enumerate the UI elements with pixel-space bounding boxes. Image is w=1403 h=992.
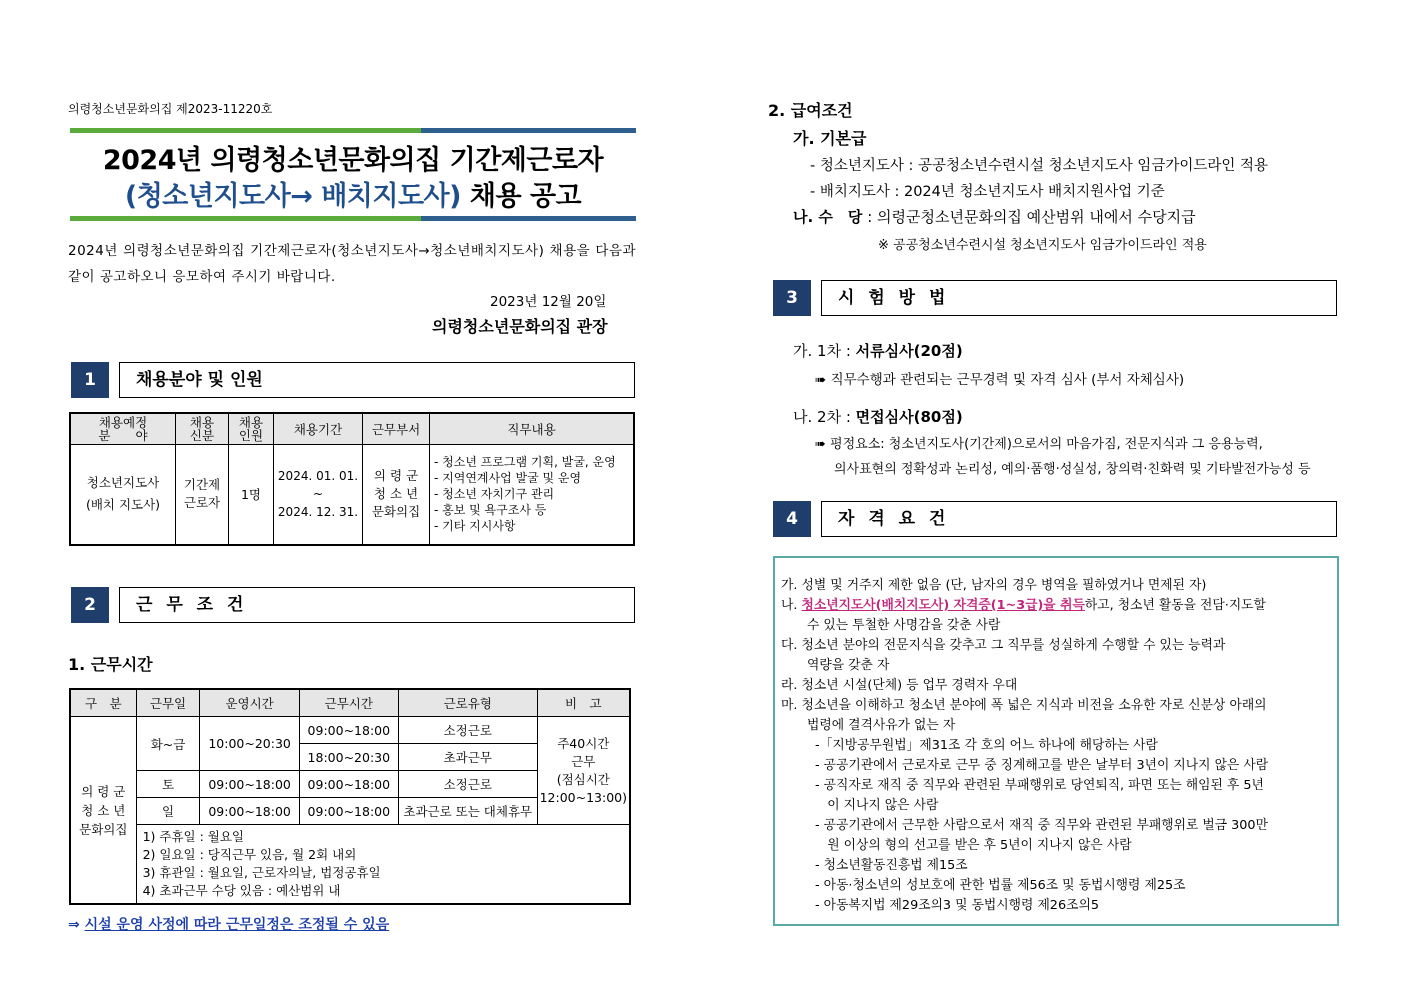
basic-pay-title: 가. 기본급 — [793, 129, 867, 148]
dept-cell: 의 령 군 청 소 년 문화의집 — [363, 445, 430, 545]
work-type-cell: 초과근무 — [398, 744, 537, 771]
section-number: 2 — [71, 587, 109, 623]
duty-item: - 기타 지시사항 — [434, 519, 516, 534]
law-item: - 공공기관에서 근무한 사람으로서 재직 중 직무와 관련된 부패행위로 벌금 300만 — [815, 818, 1268, 833]
place-cell: 의 령 군 청 소 년 문화의집 — [70, 717, 136, 905]
day-cell: 화~금 — [136, 717, 200, 771]
count-cell: 1명 — [229, 445, 274, 545]
page-title-line2 — [70, 174, 636, 213]
work-type-cell: 소정근로 — [398, 771, 537, 798]
work-hours-table — [69, 688, 631, 905]
allowance-text: : 의령군청소년문화의집 예산범위 내에서 수당지급 — [867, 208, 1196, 226]
exam-first-label: 가. 1차 : — [793, 342, 856, 360]
section-title: 자 격 요 건 — [821, 501, 1337, 537]
op-hours-cell: 09:00~18:00 — [200, 798, 299, 825]
section-1-header — [71, 362, 635, 398]
table-header: 비 고 — [537, 689, 630, 717]
allowance-row — [793, 206, 1196, 227]
basic-pay-item: - 청소년지도사 : 공공청소년수련시설 청소년지도사 임금가이드라인 적용 — [810, 158, 1268, 174]
law-item: - 공직자로 재직 중 직무와 관련된 부패행위로 당연퇴직, 파면 또는 해임된 후 5년 — [815, 778, 1264, 793]
schedule-footnote — [68, 914, 389, 934]
law-item: - 아동복지법 제29조의3 및 동법시행령 제26조의5 — [815, 898, 1099, 913]
qual-item-cont: 수 있는 투철한 사명감을 갖춘 사람 — [807, 618, 1001, 633]
exam-first-title: 서류심사(20점) — [855, 342, 963, 360]
table-header: 채용 인원 — [229, 413, 274, 445]
table-header: 채용예정 분 야 — [70, 413, 176, 445]
duty-item: - 청소년 프로그램 기획, 발굴, 운영 — [434, 455, 616, 470]
signer: 의령청소년문화의집 관장 — [432, 317, 608, 336]
exam-first-row — [793, 340, 963, 361]
duty-item: - 홍보 및 욕구조사 등 — [434, 503, 547, 518]
section-3-header — [773, 280, 1337, 316]
exam-second-desc: 의사표현의 정확성과 논리성, 예의·품행·성실성, 창의력·친화력 및 기타발전가능성 등 — [834, 462, 1311, 477]
title-top-bar — [70, 128, 636, 133]
qual-prefix: 나. — [781, 598, 802, 613]
table-header: 근무부서 — [363, 413, 430, 445]
qual-highlight: 청소년지도사(배치지도사) 자격증(1~3급)을 취득 — [801, 598, 1085, 613]
work-hours-cell: 18:00~20:30 — [299, 744, 398, 771]
work-hours-title: 1. 근무시간 — [68, 655, 153, 674]
exam-second-desc: ➠ 평정요소: 청소년지도사(기간제)으로서의 마음가짐, 전문지식과 그 응용능력, — [815, 437, 1263, 452]
op-hours-cell: 10:00~20:30 — [200, 717, 299, 771]
table-header: 근무일 — [136, 689, 200, 717]
qual-item — [781, 594, 1266, 613]
section-number: 4 — [773, 501, 811, 537]
qualifications-box — [773, 556, 1339, 926]
law-item: - 아동·청소년의 성보호에 관한 법률 제56조 및 동법시행령 제25조 — [815, 878, 1186, 893]
table-header: 근무시간 — [299, 689, 398, 717]
work-hours-cell: 09:00~18:00 — [299, 771, 398, 798]
law-item: 이 지나지 않은 사람 — [815, 798, 939, 813]
work-hours-cell: 09:00~18:00 — [299, 798, 398, 825]
qual-suffix: 하고, 청소년 활동을 전담·지도할 — [1084, 598, 1266, 613]
qual-item-cont: 법령에 결격사유가 없는 자 — [807, 718, 956, 733]
qual-item-cont: 역량을 갖춘 자 — [807, 658, 890, 673]
table-header: 구 분 — [70, 689, 136, 717]
op-hours-cell: 09:00~18:00 — [200, 771, 299, 798]
table-header: 직무내용 — [430, 413, 635, 445]
recruitment-table — [69, 412, 635, 546]
table-header: 채용 신분 — [176, 413, 229, 445]
title-suffix-text: 채용 공고 — [460, 181, 582, 212]
announcement-date: 2023년 12월 20일 — [490, 294, 607, 310]
exam-first-desc: ➠ 직무수행과 관련되는 근무경력 및 자격 심사 (부서 자체심사) — [815, 372, 1185, 388]
document-number: 의령청소년문화의집 제2023-11220호 — [68, 102, 273, 116]
work-type-cell: 초과근로 또는 대체휴무 — [398, 798, 537, 825]
allowance-note: ※ 공공청소년수련시설 청소년지도사 임금가이드라인 적용 — [878, 238, 1207, 253]
duties-cell — [430, 445, 635, 545]
exam-second-title: 면접심사(80점) — [855, 408, 963, 426]
note-item: 1) 주휴일 : 월요일 — [142, 829, 244, 844]
day-cell: 토 — [136, 771, 200, 798]
duty-item: - 지역연계사업 발굴 및 운영 — [434, 471, 582, 486]
section-2-header — [71, 587, 635, 623]
period-cell: 2024. 01. 01. ~ 2024. 12. 31. — [274, 445, 363, 545]
law-item: -「지방공무원법」제31조 각 호의 어느 하나에 해당하는 사람 — [815, 738, 1158, 753]
footnote-text: 시설 운영 사정에 따라 근무일정은 조정될 수 있음 — [84, 917, 390, 933]
title-position-text: (청소년지도사→ 배치지도사) — [124, 181, 461, 212]
table-header: 근로유형 — [398, 689, 537, 717]
law-item: - 공공기관에서 근로자로 근무 중 징계해고를 받은 날부터 3년이 지나지 않은 사람 — [815, 758, 1269, 773]
notes-cell — [136, 825, 630, 905]
section-4-header — [773, 501, 1337, 537]
qual-item: 다. 청소년 분야의 전문지식을 갖추고 그 직무를 성실하게 수행할 수 있는 능력과 — [781, 638, 1226, 653]
section-title: 시 험 방 법 — [821, 280, 1337, 316]
basic-pay-item: - 배치지도사 : 2024년 청소년지도사 배치지원사업 기준 — [810, 184, 1165, 200]
table-header: 채용기간 — [274, 413, 363, 445]
pay-title: 2. 급여조건 — [768, 101, 853, 120]
exam-second-label: 나. 2차 : — [793, 408, 856, 426]
qual-item: 라. 청소년 시설(단체) 등 업무 경력자 우대 — [781, 678, 1018, 693]
law-item: - 청소년활동진흥법 제15조 — [815, 858, 968, 873]
title-bottom-bar — [70, 216, 636, 221]
section-number: 1 — [71, 362, 109, 398]
exam-second-row — [793, 406, 963, 427]
note-item: 4) 초과근무 수당 있음 : 예산범위 내 — [142, 883, 341, 898]
field-cell: 청소년지도사 (배치 지도사) — [70, 445, 176, 545]
status-cell: 기간제 근로자 — [176, 445, 229, 545]
section-title: 근 무 조 건 — [119, 587, 635, 623]
work-type-cell: 소정근로 — [398, 717, 537, 744]
duty-item: - 청소년 자치기구 관리 — [434, 487, 555, 502]
note-item: 3) 휴관일 : 월요일, 근로자의날, 법정공휴일 — [142, 865, 381, 880]
section-number: 3 — [773, 280, 811, 316]
work-hours-cell: 09:00~18:00 — [299, 717, 398, 744]
allowance-title: 나. 수 당 — [793, 208, 863, 226]
remark-cell: 주40시간 근무 (점심시간 12:00~13:00) — [537, 717, 630, 825]
table-header: 운영시간 — [200, 689, 299, 717]
law-item: 원 이상의 형의 선고를 받은 후 5년이 지나지 않은 사람 — [815, 838, 1132, 853]
qual-item: 가. 성별 및 거주지 제한 없음 (단, 남자의 경우 병역을 필하였거나 면제된 자) — [781, 578, 1207, 593]
day-cell: 일 — [136, 798, 200, 825]
qual-item: 마. 청소년을 이해하고 청소년 분야에 폭 넓은 지식과 비전을 소유한 자로 신분상 아래의 — [781, 698, 1267, 713]
page-title-line1: 2024년 의령청소년문화의집 기간제근로자 — [102, 145, 604, 176]
section-title: 채용분야 및 인원 — [119, 362, 635, 398]
note-item: 2) 일요일 : 당직근무 있음, 월 2회 내외 — [142, 847, 357, 862]
arrow-icon: ⇒ — [68, 917, 80, 933]
intro-paragraph: 2024년 의령청소년문화의집 기간제근로자(청소년지도사→청소년배치지도사) 채용을 다음과 같이 공고하오니 응모하여 주시기 바랍니다. — [68, 243, 636, 285]
